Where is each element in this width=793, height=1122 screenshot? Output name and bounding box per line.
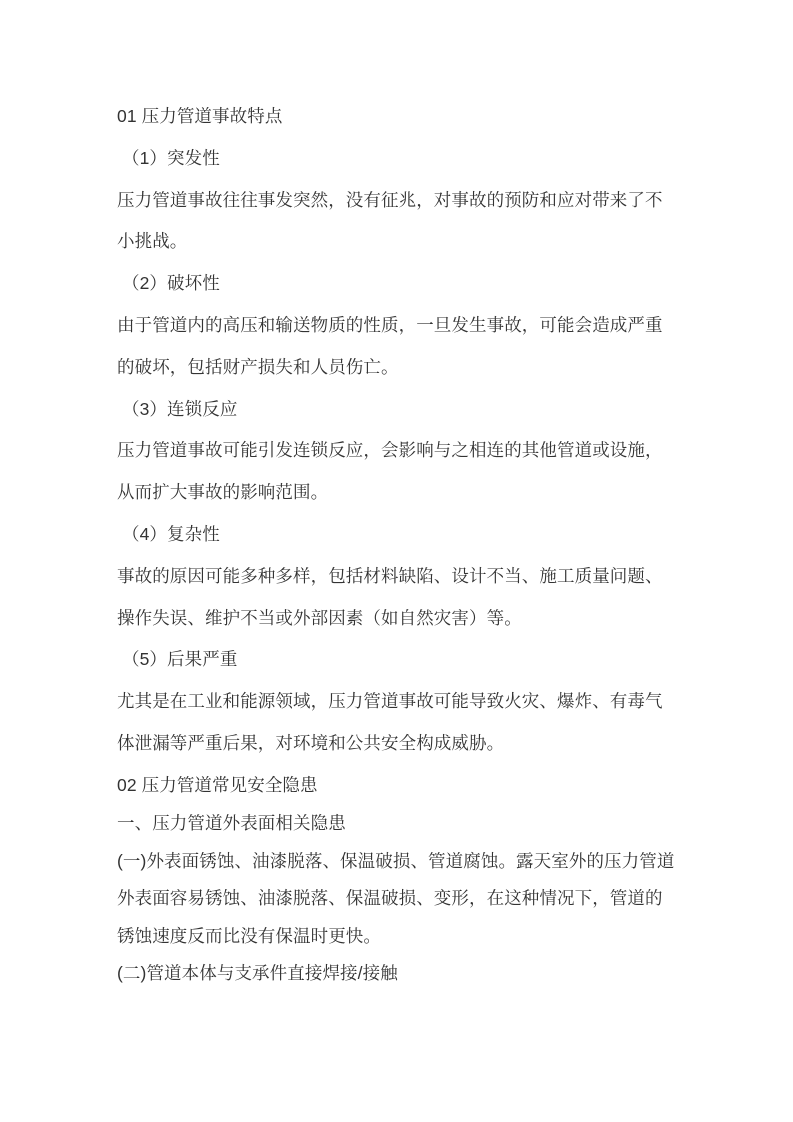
item-label-1-2: （2）破坏性 (122, 273, 220, 294)
document-body (117, 96, 679, 992)
item-paragraph-1-1: 压力管道事故往往事发突然，没有征兆，对事故的预防和应对带来了不小挑战。 (117, 189, 663, 252)
item-paragraph-1-5: 尤其是在工业和能源领域，压力管道事故可能导致火灾、爆炸、有毒气体泄漏等严重后果，对环境和公共安全构成威胁。 (117, 691, 663, 753)
item-paragraph-2-1: (一)外表面锈蚀、油漆脱落、保温破损、管道腐蚀。露天室外的压力管道外表面容易锈蚀、油漆脱落、保温破损、变形，在这种情况下，管道的锈蚀速度反而比没有保温时更快。 (117, 851, 675, 946)
item-label-1-3: （3）连锁反应 (122, 398, 238, 419)
item-label-1-1: （1）突发性 (122, 147, 220, 168)
section-subheading-02: 一、压力管道外表面相关隐患 (117, 812, 346, 833)
item-paragraph-1-3: 压力管道事故可能引发连锁反应，会影响与之相连的其他管道或设施，从而扩大事故的影响范围。 (117, 440, 663, 503)
section-heading-01: 01 压力管道事故特点 (117, 106, 283, 126)
section-heading-02: 02 压力管道常见安全隐患 (117, 774, 318, 795)
item-paragraph-1-4: 事故的原因可能多种多样，包括材料缺陷、设计不当、施工质量问题、操作失误、维护不当或外部因素（如自然灾害）等。 (117, 565, 663, 628)
item-paragraph-2-2: (二)管道本体与支承件直接焊接/接触 (117, 962, 398, 983)
item-paragraph-1-2: 由于管道内的高压和输送物质的性质，一旦发生事故，可能会造成严重的破坏，包括财产损失和人员伤亡。 (117, 314, 663, 377)
item-label-1-4: （4）复杂性 (122, 523, 220, 544)
item-label-1-5: （5）后果严重 (122, 649, 238, 670)
